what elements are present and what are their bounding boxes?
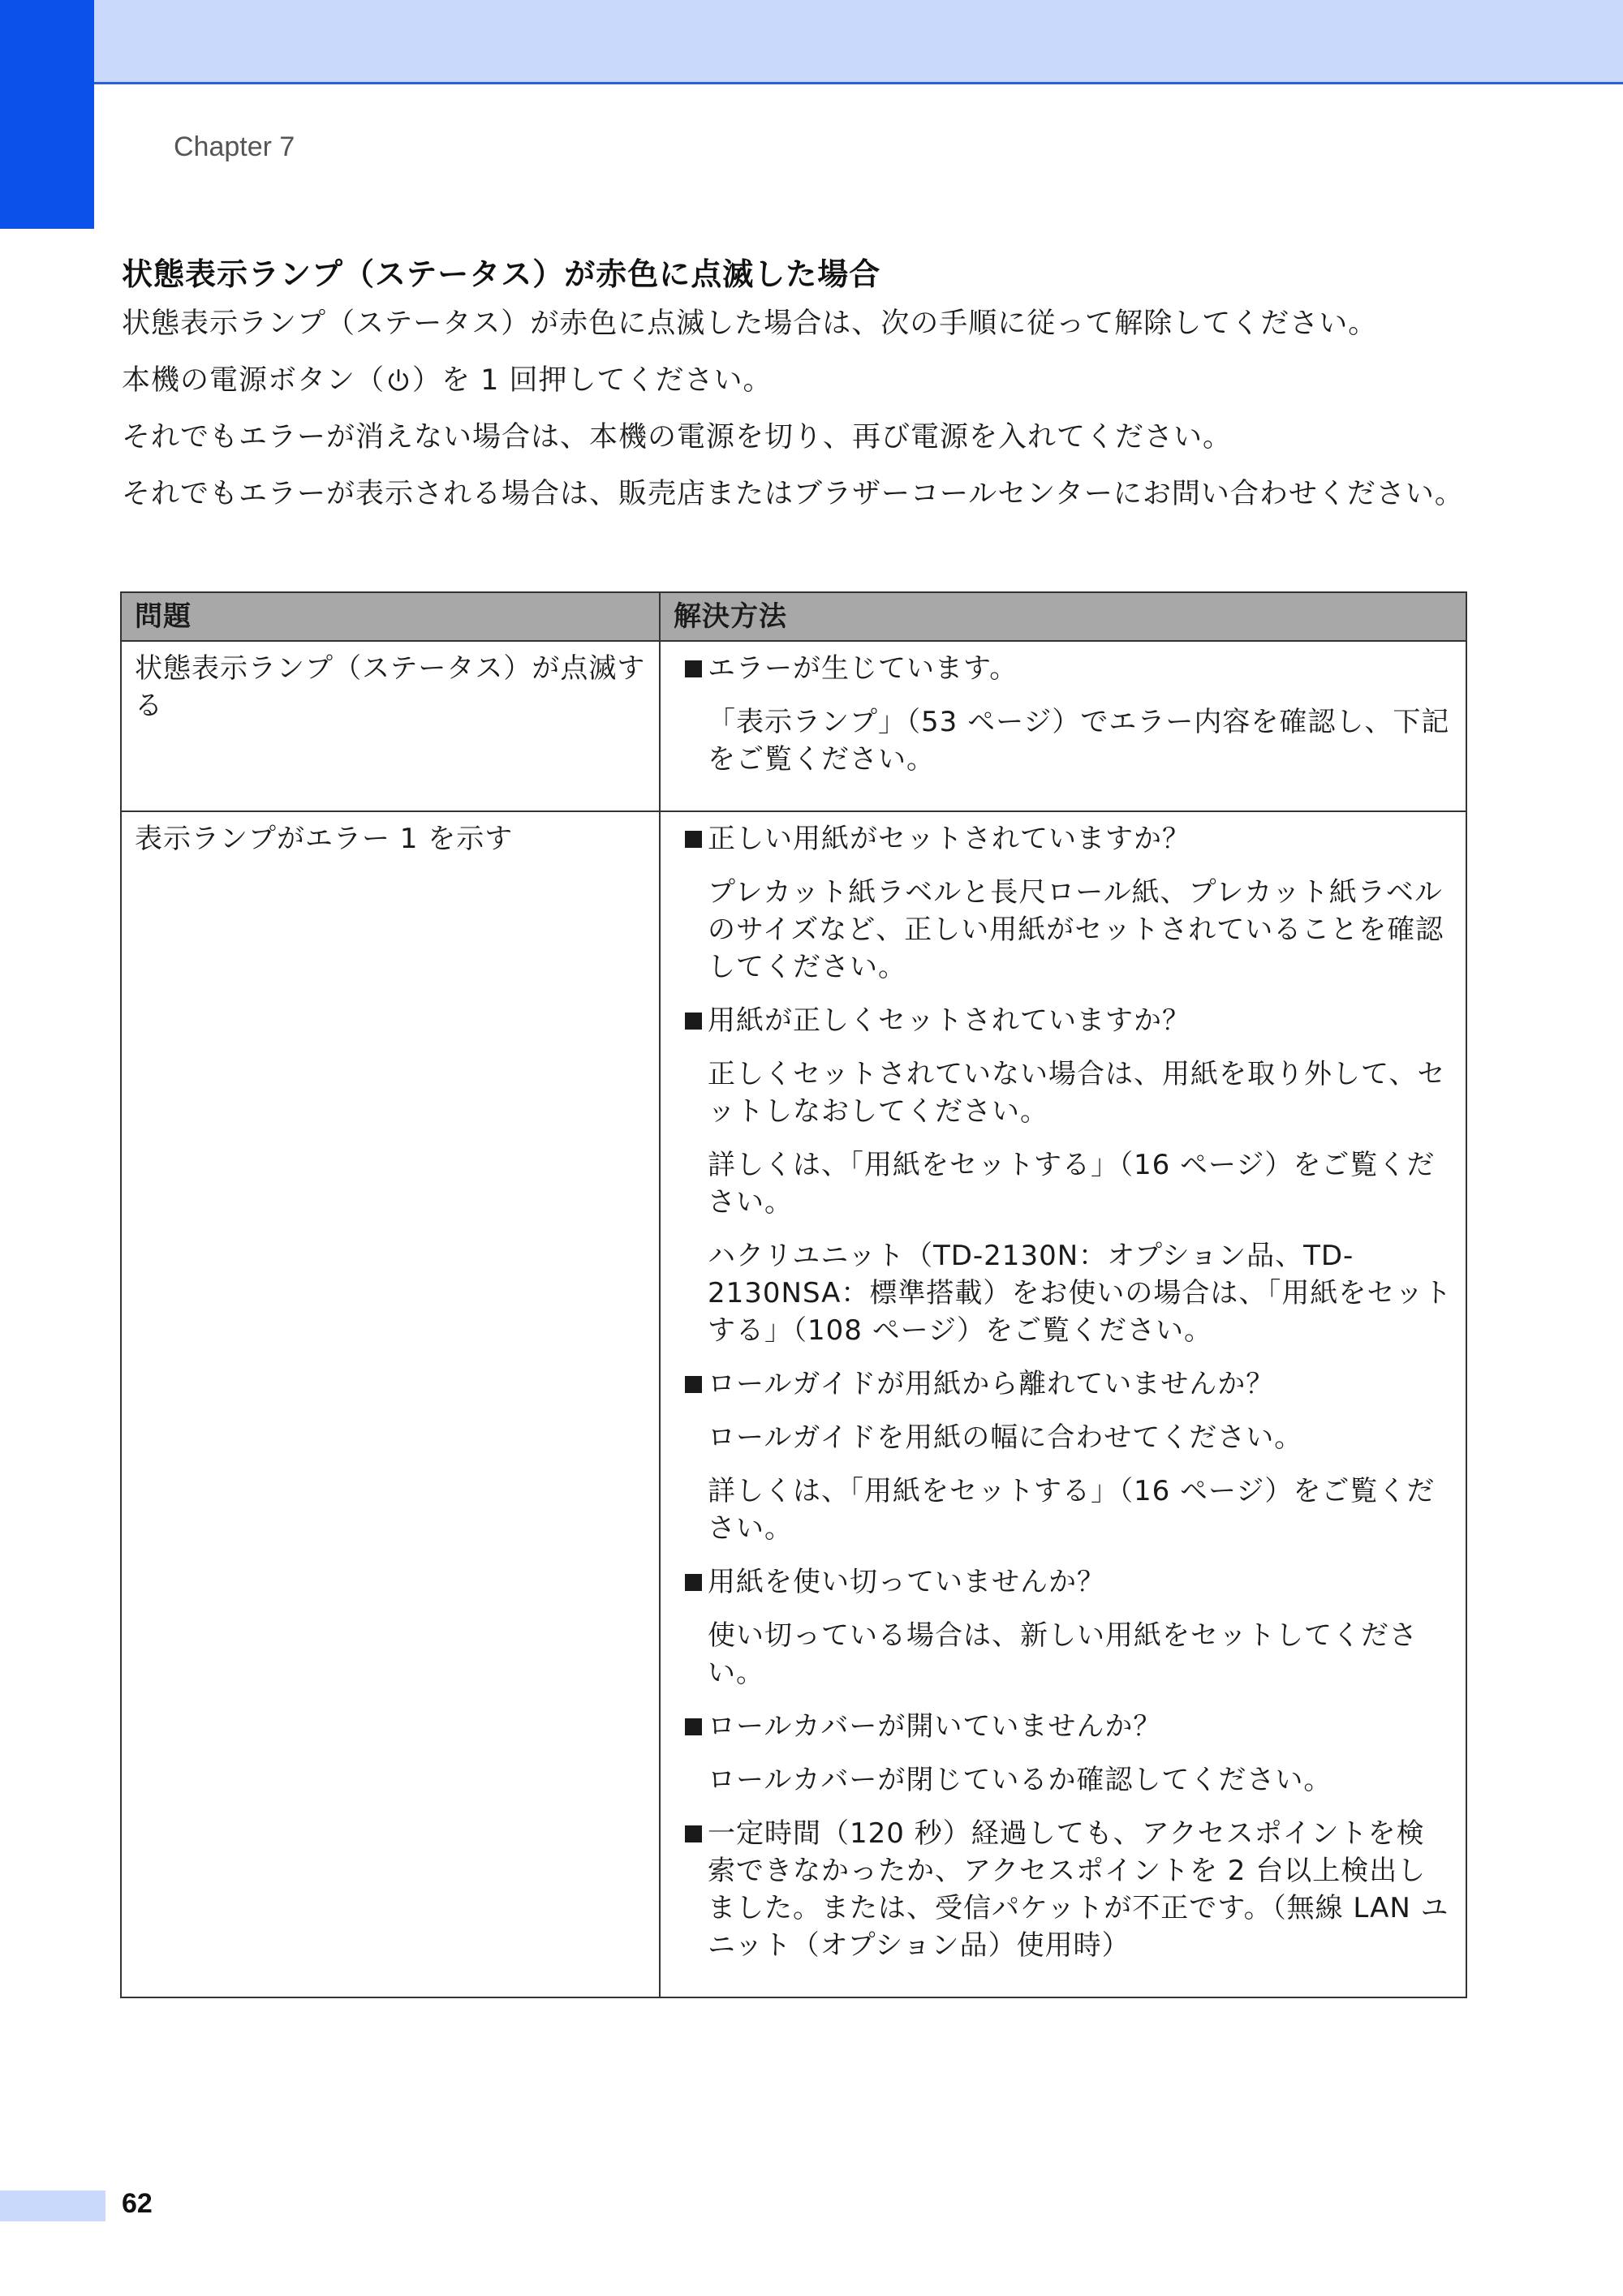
solution-question	[674, 650, 1453, 687]
solution-detail: 使い切っている場合は、新しい用紙をセットしてください。	[708, 1619, 1418, 1689]
solution-question	[674, 1002, 1453, 1039]
square-bullet-icon	[685, 831, 702, 848]
chapter-tab	[0, 0, 94, 229]
header-band	[0, 0, 1623, 84]
solution-question-text: 正しい用紙がセットされていますか？	[708, 823, 1190, 855]
solution-detail: 詳しくは、「用紙をセットする」（16 ページ）をご覧ください。	[708, 1149, 1436, 1219]
square-bullet-icon	[685, 660, 702, 677]
solution-detail: ハクリユニット（TD-2130N：オプション品、TD-2130NSA：標準搭載）をお使いの場合は、「用紙をセットする」（108 ページ）をご覧ください。	[708, 1240, 1453, 1347]
solution-detail: プレカット紙ラベルと長尺ロール紙、プレカット紙ラベルのサイズなど、正しい用紙がセットされていることを確認してください。	[708, 876, 1444, 983]
solution-detail: ロールガイドを用紙の幅に合わせてください。	[708, 1421, 1303, 1454]
table-row	[121, 641, 1466, 811]
square-bullet-icon	[685, 1376, 702, 1393]
solution-question	[674, 1815, 1453, 1964]
table-row	[121, 811, 1466, 1997]
page-number-tab	[0, 2191, 105, 2221]
header-solution: 解決方法	[660, 592, 1466, 641]
problem-cell: 状態表示ランプ（ステータス）が点滅する	[121, 641, 660, 811]
square-bullet-icon	[685, 1013, 702, 1030]
intro-paragraph: それでもエラーが消えない場合は、本機の電源を切り、再び電源を入れてください。	[122, 421, 1233, 454]
intro-paragraph: それでもエラーが表示される場合は、販売店またはブラザーコールセンターにお問い合わせください。	[122, 478, 1464, 510]
table-body	[121, 641, 1466, 1997]
intro-text-before: 本機の電源ボタン（	[122, 364, 385, 397]
solution-detail: 「表示ランプ」（53 ページ）でエラー内容を確認し、下記をご覧ください。	[708, 706, 1450, 776]
square-bullet-icon	[685, 1574, 702, 1591]
table-header-row	[121, 592, 1466, 641]
intro-paragraph: 状態表示ランプ（ステータス）が赤色に点滅した場合は、次の手順に従って解除してください。	[122, 307, 1378, 340]
solution-question	[674, 1708, 1453, 1745]
power-icon	[385, 367, 412, 394]
chapter-label: Chapter 7	[174, 131, 295, 162]
solution-question-text: ロールガイドが用紙から離れていませんか？	[708, 1368, 1275, 1400]
header-problem: 問題	[121, 592, 660, 641]
solution-question	[674, 1563, 1453, 1601]
section-heading: 状態表示ランプ（ステータス）が赤色に点滅した場合	[122, 256, 881, 292]
solution-cell	[660, 641, 1466, 811]
square-bullet-icon	[685, 1718, 702, 1735]
solution-detail: 詳しくは、「用紙をセットする」（16 ページ）をご覧ください。	[708, 1475, 1436, 1545]
solution-cell	[660, 811, 1466, 1997]
intro-text-after: ）を 1 回押してください。	[412, 364, 773, 397]
problem-cell: 表示ランプがエラー 1 を示す	[121, 811, 660, 1997]
intro-paragraph-power	[122, 362, 1485, 399]
solution-detail: ロールカバーが閉じているか確認してください。	[708, 1764, 1332, 1796]
square-bullet-icon	[685, 1825, 702, 1842]
solution-question-text: 用紙を使い切っていませんか？	[708, 1566, 1105, 1598]
page-number: 62	[122, 2188, 153, 2219]
solution-question-text: ロールカバーが開いていませんか？	[708, 1710, 1162, 1743]
solution-question-text: 用紙が正しくセットされていますか？	[708, 1004, 1190, 1037]
troubleshooting-table	[120, 591, 1467, 1998]
solution-detail: 正しくセットされていない場合は、用紙を取り外して、セットしなおしてください。	[708, 1058, 1446, 1128]
solution-question	[674, 1365, 1453, 1403]
solution-question	[674, 820, 1453, 858]
solution-question-text: エラーが生じています。	[708, 652, 1018, 685]
intro-text	[122, 305, 1485, 532]
solution-question-text: 一定時間（120 秒）経過しても、アクセスポイントを検索できなかったか、アクセスポイントを 2 台以上検出しました。または、受信パケットが不正です。（無線 LAN ユニット（オプション品）使用時）	[708, 1817, 1449, 1962]
